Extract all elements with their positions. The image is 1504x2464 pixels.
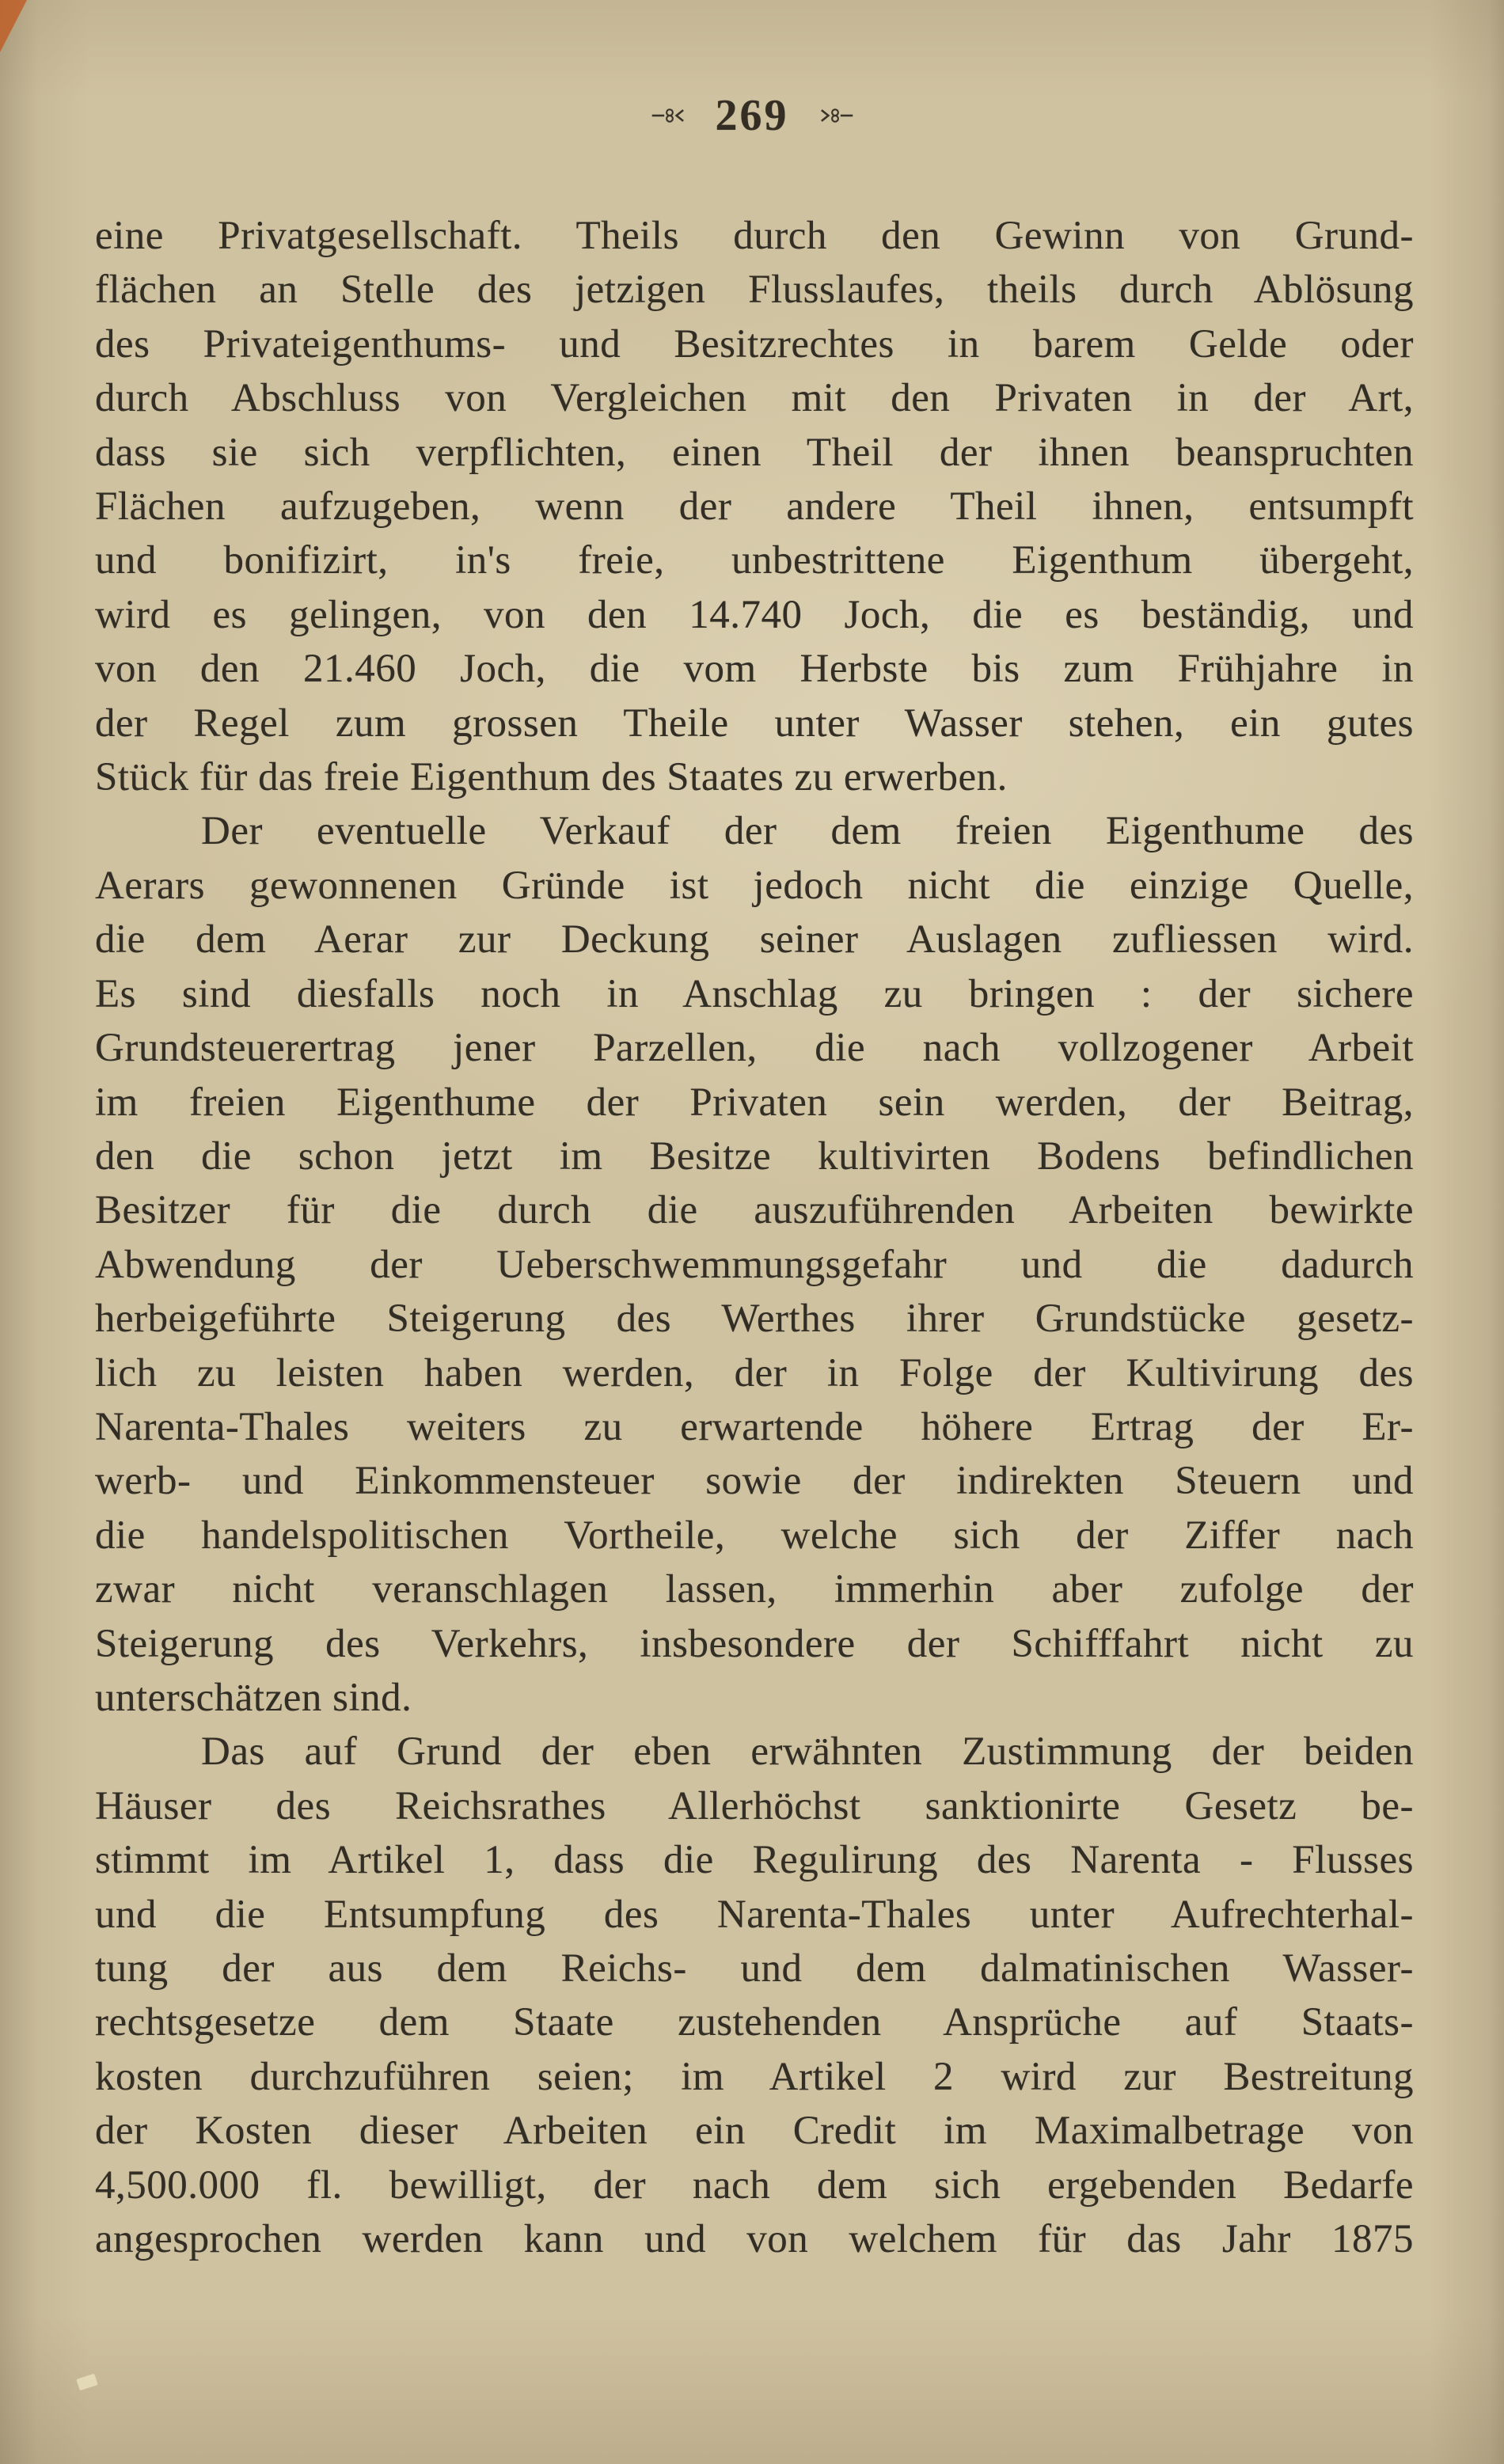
paragraph xyxy=(95,209,1414,804)
text-line: Besitzer für die durch die auszuführenden Arbeiten bewirkte xyxy=(95,1188,1414,1233)
page-text-block xyxy=(95,209,1414,2266)
text-line: der Regel zum grossen Theile unter Wasser stehen, ein gutes xyxy=(95,700,1414,746)
text-line: Stück für das freie Eigenthum des Staates zu erwerben. xyxy=(95,755,1008,800)
text-line: und bonifizirt, in's freie, unbestrittene Eigenthum übergeht, xyxy=(95,538,1414,583)
page-edge-mark xyxy=(76,2374,97,2391)
text-line: Grundsteuerertrag jener Parzellen, die nach vollzogener Arbeit xyxy=(95,1026,1414,1071)
text-line: den die schon jetzt im Besitze kultivirten Bodens befindlichen xyxy=(95,1133,1414,1179)
text-line: von den 21.460 Joch, die vom Herbste bis zum Frühjahre in xyxy=(95,647,1414,692)
text-line: Narenta-Thales weiters zu erwartende höhere Ertrag der Er- xyxy=(95,1404,1414,1449)
text-line: Häuser des Reichsrathes Allerhöchst sanktionirte Gesetz be- xyxy=(95,1783,1414,1828)
paragraph xyxy=(95,804,1414,1725)
paragraph xyxy=(95,1725,1414,2266)
text-line: Der eventuelle Verkauf der dem freien Eigenthume des xyxy=(201,809,1414,854)
text-line: die dem Aerar zur Deckung seiner Auslagen zufliessen wird. xyxy=(95,917,1414,962)
text-line: werb- und Einkommensteuer sowie der indirekten Steuern und xyxy=(95,1459,1414,1504)
fleuron-left-icon xyxy=(651,105,698,126)
text-line: kosten durchzuführen seien; im Artikel 2 wird zur Bestreitung xyxy=(95,2054,1414,2099)
text-line: Es sind diesfalls noch in Anschlag zu bringen : der sichere xyxy=(95,971,1414,1016)
text-line: 4,500.000 fl. bewilligt, der nach dem sich ergebenden Bedarfe xyxy=(95,2162,1414,2208)
text-line: Steigerung des Verkehrs, insbesondere der Schifffahrt nicht zu xyxy=(95,1621,1414,1666)
text-line: Aerars gewonnenen Gründe ist jedoch nicht die einzige Quelle, xyxy=(95,863,1414,908)
text-line: Das auf Grund der eben erwähnten Zustimmung der beiden xyxy=(201,1729,1414,1775)
text-line: angesprochen werden kann und von welchem für das Jahr 1875 xyxy=(95,2217,1414,2262)
page-number: 269 xyxy=(715,91,789,140)
text-line: stimmt im Artikel 1, dass die Regulirung des Narenta - Flusses xyxy=(95,1838,1414,1883)
text-line: und die Entsumpfung des Narenta-Thales unter Aufrechterhal- xyxy=(95,1892,1414,1937)
text-line: dass sie sich verpflichten, einen Theil der ihnen beanspruchten xyxy=(95,430,1414,475)
fleuron-right-icon xyxy=(807,105,854,126)
text-line: die handelspolitischen Vortheile, welche sich der Ziffer nach xyxy=(95,1513,1414,1558)
text-line: eine Privatgesellschaft. Theils durch den Gewinn von Grund- xyxy=(95,214,1414,258)
text-line: flächen an Stelle des jetzigen Flusslaufes, theils durch Ablösung xyxy=(95,268,1414,313)
text-line: lich zu leisten haben werden, der in Folge der Kultivirung des xyxy=(95,1350,1414,1395)
text-line: durch Abschluss von Vergleichen mit den Privaten in der Art, xyxy=(95,376,1414,421)
text-line: rechtsgesetze dem Staate zustehenden Ansprüche auf Staats- xyxy=(95,2000,1414,2045)
text-line: der Kosten dieser Arbeiten ein Credit im Maximalbetrage von xyxy=(95,2109,1414,2154)
text-line: im freien Eigenthume der Privaten sein werden, der Beitrag, xyxy=(95,1080,1414,1125)
text-line: unterschätzen sind. xyxy=(95,1675,412,1720)
text-line: wird es gelingen, von den 14.740 Joch, die es beständig, und xyxy=(95,592,1414,637)
text-line: zwar nicht veranschlagen lassen, immerhin aber zufolge der xyxy=(95,1567,1414,1612)
text-line: des Privateigenthums- und Besitzrechtes in barem Gelde oder xyxy=(95,321,1414,366)
text-line: tung der aus dem Reichs- und dem dalmatinischen Wasser- xyxy=(95,1946,1414,1991)
page-header xyxy=(0,0,1504,139)
text-line: Abwendung der Ueberschwemmungsgefahr und die dadurch xyxy=(95,1242,1414,1287)
text-line: Flächen aufzugeben, wenn der andere Theil ihnen, entsumpft xyxy=(95,484,1414,530)
text-line: herbeigeführte Steigerung des Werthes ihrer Grundstücke gesetz- xyxy=(95,1297,1414,1342)
